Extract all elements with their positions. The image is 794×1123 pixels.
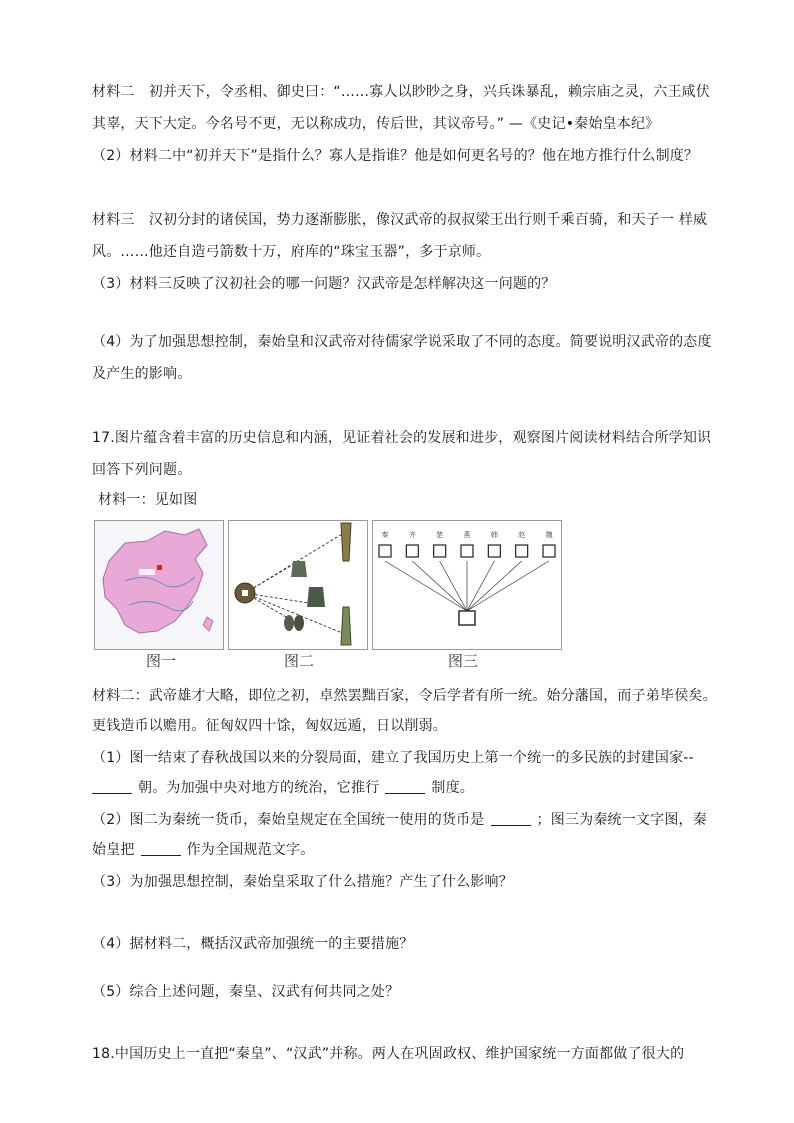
material3-line1: 材料三 汉初分封的诸侯国，势力逐渐膨胀，像汉武帝的叔叔梁王出行则千乘百骑，和天子一 样威 xyxy=(92,212,708,228)
ancient-glyph-icon xyxy=(543,545,555,557)
state-name-label: 秦 xyxy=(381,531,389,539)
state-name-label: 楚 xyxy=(436,531,444,539)
question-17-2-line2: 始皇把 作为全国规范文字。 xyxy=(92,842,315,858)
answer-blank-dynasty[interactable] xyxy=(92,779,132,794)
question-17-3: （3）为加强思想控制，秦始皇采取了什么措施？产生了什么影响？ xyxy=(92,874,513,890)
question-17-intro-line1: 17.图片蕴含着丰富的历史信息和内涵，见证着社会的发展和进步，观察图片阅读材料结合所学知识 xyxy=(92,430,712,446)
figure-3-scripts xyxy=(372,520,562,650)
figure-2-caption: 图二 xyxy=(284,652,315,670)
question-17-1-line1: （1）图一结束了春秋战国以来的分裂局面，建立了我国历史上第一个统一的多民族的封建国家-- xyxy=(92,750,694,766)
question-17-4: （4）据材料二，概括汉武帝加强统一的主要措施？ xyxy=(92,936,414,952)
figure-3-caption: 图三 xyxy=(448,652,479,670)
state-name-label: 赵 xyxy=(518,531,526,539)
answer-blank-system[interactable] xyxy=(385,779,425,794)
script-connector-line xyxy=(412,561,467,611)
answer-blank-currency[interactable] xyxy=(491,811,531,826)
material2-line2: 其辜，天下大定。今名号不更，无以称成功，传后世，其议帝号。” —《史记•秦始皇本纪》 xyxy=(92,116,660,132)
state-name-label: 韩 xyxy=(490,531,498,539)
script-connector-line xyxy=(467,561,494,611)
material1-label: 材料一：见如图 xyxy=(98,492,198,508)
ancient-glyph-icon xyxy=(379,545,391,557)
figure-1-caption: 图一 xyxy=(146,652,177,670)
ancient-glyph-icon xyxy=(461,545,473,557)
question-17-5: （5）综合上述问题，秦皇、汉武有何共同之处？ xyxy=(92,984,400,1000)
material2-17-line2: 更钱造币以赡用。征匈奴四十馀，匈奴远遁，日以削弱。 xyxy=(92,718,447,734)
question-17-2-line1: （2）图二为秦统一货币，秦始皇规定在全国统一使用的货币是 ；图三为秦统一文字图，秦 xyxy=(92,812,707,828)
question-18-line1: 18.中国历史上一直把“秦皇”、“汉武”并称。两人在巩固政权、维护国家统一方面都做了很大的 xyxy=(92,1046,685,1062)
answer-blank-script[interactable] xyxy=(141,841,181,856)
scripts-illustration xyxy=(373,521,561,649)
state-name-label: 齐 xyxy=(408,531,416,539)
figure-2-coins xyxy=(228,520,368,650)
qin-map-illustration xyxy=(95,521,223,649)
script-connector-line xyxy=(385,561,467,611)
ancient-glyph-icon xyxy=(406,545,418,557)
ancient-glyph-icon xyxy=(434,545,446,557)
state-name-label: 燕 xyxy=(463,531,471,539)
ancient-glyph-icon xyxy=(516,545,528,557)
script-connector-line xyxy=(467,561,522,611)
script-connector-line xyxy=(440,561,467,611)
question-16-4-line2: 及产生的影响。 xyxy=(92,366,192,382)
question-16-2: （2）材料二中“初并天下”是指什么？寡人是指谁？他是如何更名号的？他在地方推行什么制度？ xyxy=(92,148,699,164)
figure-1-map xyxy=(94,520,224,650)
state-name-label: 魏 xyxy=(545,531,553,539)
coins-illustration xyxy=(229,521,367,649)
unified-glyph-icon xyxy=(459,611,475,625)
material3-line2: 风。……他还自造弓箭数十万，府库的“珠宝玉器”，多于京师。 xyxy=(92,244,491,260)
question-17-1-line2: 朝。为加强中央对地方的统治，它推行 制度。 xyxy=(92,778,712,798)
question-17-intro-line2: 回答下列问题。 xyxy=(92,462,192,478)
ancient-glyph-icon xyxy=(488,545,500,557)
question-16-4-line1: （4）为了加强思想控制，秦始皇和汉武帝对待儒家学说采取了不同的态度。简要说明汉武帝的态度 xyxy=(92,334,712,350)
question-16-3: （3）材料三反映了汉初社会的哪一问题？汉武帝是怎样解决这一问题的？ xyxy=(92,276,556,292)
script-connector-line xyxy=(467,561,549,611)
material2-17-line1: 材料二：武帝雄才大略，即位之初，卓然罢黜百家，令后学者有所一统。始分藩国，而子弟毕侯矣。 xyxy=(92,688,717,704)
material2-line1: 材料二 初并天下，令丞相、御史曰：“……寡人以眇眇之身，兴兵诛暴乱，赖宗庙之灵，六王咸伏 xyxy=(92,84,711,100)
figures-row xyxy=(92,520,562,670)
